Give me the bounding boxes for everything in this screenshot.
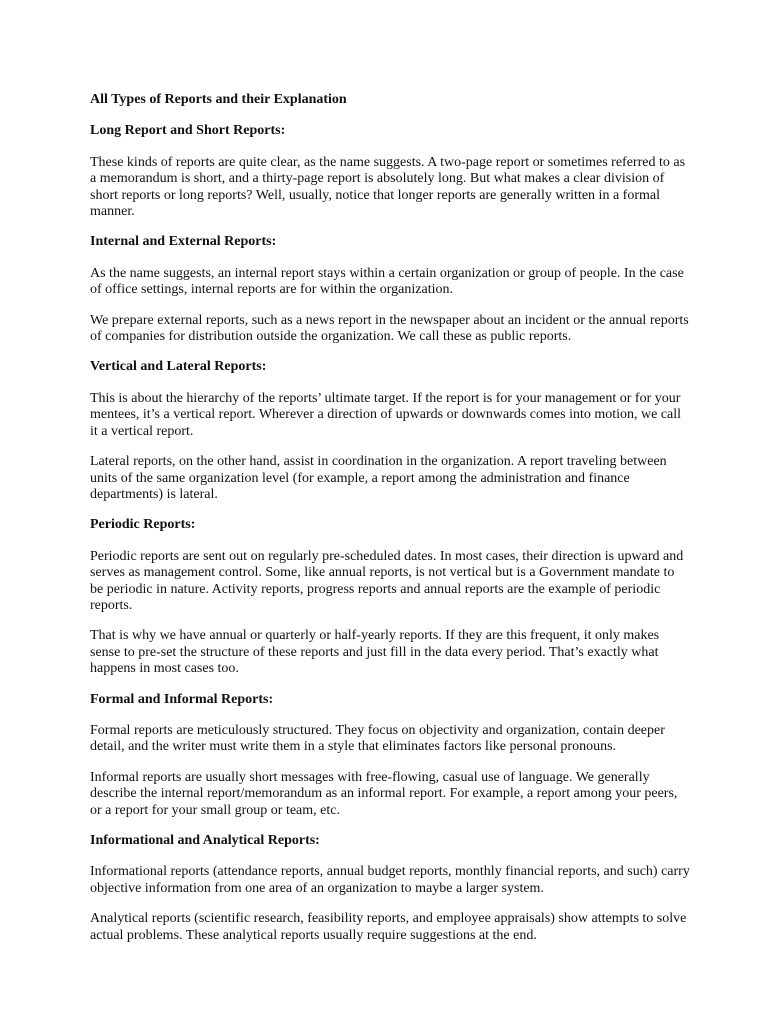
section-vertical-lateral [90,359,690,503]
paragraph: We prepare external reports, such as a news report in the newspaper about an incident or the annual reports of companies for distribution outside the organization. We call these as public reports. [90,312,689,345]
paragraph: That is why we have annual or quarterly or half-yearly reports. If they are this frequent, it only makes sense to pre-set the structure of these reports and just fill in the data every period. That’s exactly what happens in most cases too. [90,628,660,677]
paragraph: Analytical reports (scientific research, feasibility reports, and employee appraisals) show attempts to solve actual problems. These analytical reports usually require suggestions at the end. [90,911,687,943]
section-heading: Formal and Informal Reports: [90,691,274,707]
paragraph: Informational reports (attendance reports, annual budget reports, monthly financial reports, and such) carry objective information from one area of an organization to maybe a larger system. [90,864,690,896]
section-long-short [90,123,690,220]
section-formal-informal [90,692,690,819]
section-heading: Vertical and Lateral Reports: [90,359,267,375]
paragraph: Formal reports are meticulously structured. They focus on objectivity and organization, contain deeper detail, and the writer must write them in a style that eliminates factors like personal pronouns. [90,722,665,755]
document-title: All Types of Reports and their Explanation [90,92,347,107]
section-internal-external [90,234,690,345]
section-informational-analytical [90,833,690,944]
paragraph: These kinds of reports are quite clear, as the name suggests. A two-page report or sometimes referred to as a memorandum is short, and a thirty-page report is absolutely long. But what makes a clear division of short reports or long reports? Well, usually, notice that longer reports are generally written in a formal manner. [90,154,686,220]
paragraph: This is about the hierarchy of the reports’ ultimate target. If the report is for your management or for your mentees, it’s a vertical report. Wherever a direction of upwards or downwards comes into motion, we call it a vertical report. [90,390,682,439]
paragraph: Lateral reports, on the other hand, assist in coordination in the organization. A report traveling between units of the same organization level (for example, a report among the administration and finance departments) is lateral. [90,454,667,502]
section-heading: Long Report and Short Reports: [90,123,286,139]
document-page [90,92,690,958]
section-heading: Internal and External Reports: [90,234,277,250]
section-heading: Informational and Analytical Reports: [90,833,320,848]
paragraph: As the name suggests, an internal report stays within a certain organization or group of people. In the case of office settings, internal reports are for within the organization. [90,265,684,298]
section-heading: Periodic Reports: [90,517,196,533]
paragraph: Periodic reports are sent out on regularly pre-scheduled dates. In most cases, their direction is upward and serves as management control. Some, like annual reports, is not vertical but is a Government mandate to be periodic in nature. Activity reports, progress reports and annual reports are the example of periodic reports. [90,548,684,613]
section-periodic [90,517,690,677]
paragraph: Informal reports are usually short messages with free-flowing, casual use of language. We generally describe the internal report/memorandum as an informal report. For example, a report among your peers, or a report for your small group or team, etc. [90,769,678,818]
